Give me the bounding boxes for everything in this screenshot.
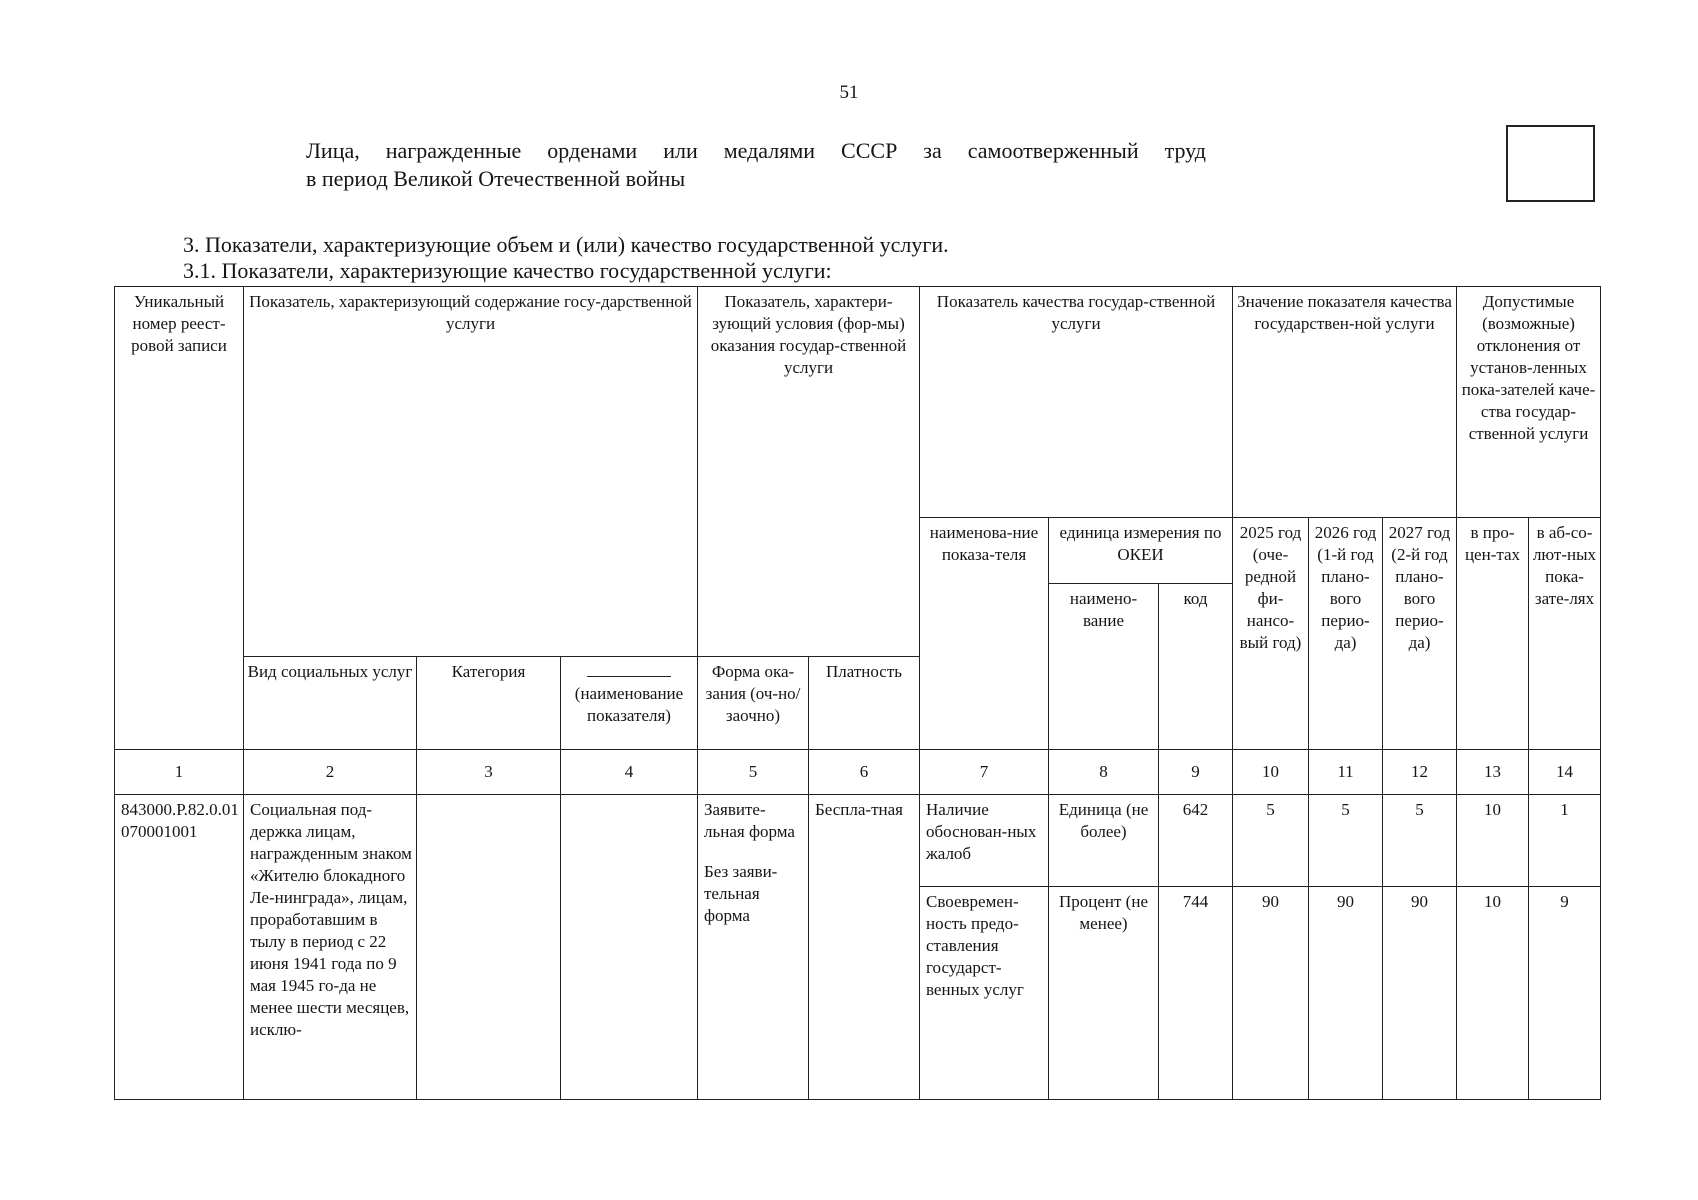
unit-cell: Единица (не более) [1049, 795, 1159, 887]
column-numbers-row [115, 750, 1601, 795]
column-number: 8 [1049, 750, 1159, 795]
indicator-cell: Своевремен-ность предо-ставления государст-венных услуг [920, 887, 1049, 1100]
header-year-2026: 2026 год (1-й год плано-вого перио-да) [1309, 518, 1383, 750]
column-number: 9 [1159, 750, 1233, 795]
column-number: 14 [1529, 750, 1601, 795]
header-okei-code: код [1159, 584, 1233, 750]
unit-cell: Процент (не менее) [1049, 887, 1159, 1100]
column-number: 2 [244, 750, 417, 795]
naming-cell [561, 795, 698, 1100]
header-indicator-name: наименова-ние показа-теля [920, 518, 1049, 750]
header-deviation-percent: в про-цен-тах [1457, 518, 1529, 750]
header-payment: Платность [809, 657, 920, 750]
category-line-2: в период Великой Отечественной войны [306, 166, 686, 191]
deviation-percent-cell: 10 [1457, 795, 1529, 887]
header-year-2025: 2025 год (оче-редной фи-нансо-вый год) [1233, 518, 1309, 750]
header-condition-indicator: Показатель, характери-зующий условия (фор-мы) оказания государ-ственной услуги [698, 287, 920, 657]
column-number: 7 [920, 750, 1049, 795]
column-number: 11 [1309, 750, 1383, 795]
page-number: 51 [839, 82, 859, 103]
category-text [306, 137, 1206, 193]
value-2026-cell: 90 [1309, 887, 1383, 1100]
header-quality-indicator: Показатель качества государ-ственной услуги [920, 287, 1233, 518]
payment-cell: Бесплa-тная [809, 795, 920, 1100]
header-social-services-type: Вид социальных услуг [244, 657, 417, 750]
column-number: 3 [417, 750, 561, 795]
deviation-absolute-cell: 9 [1529, 887, 1601, 1100]
quality-indicators-table [114, 286, 1601, 1100]
value-2025-cell: 5 [1233, 795, 1309, 887]
deviation-absolute-cell: 1 [1529, 795, 1601, 887]
section-3-1-heading: 3.1. Показатели, характеризующие качество государственной услуги: [183, 258, 832, 283]
category-cell [417, 795, 561, 1100]
service-type: Социальная под-держка лицам, награжденным знаком «Жителю блокадного Ле-нинграда», лицам, проработавшим в тылу в период с 22 июня 1941 года по 9 мая 1945 го-да не менее шести месяцев, исклю- [244, 795, 417, 1100]
code-cell: 642 [1159, 795, 1233, 887]
header-category: Категория [417, 657, 561, 750]
form-non-applicant: Без заяви-тельная форма [704, 862, 778, 925]
form-cell [698, 795, 809, 1100]
header-year-2027: 2027 год (2-й год плано-вого перио-да) [1383, 518, 1457, 750]
header-okei-name: наимено-вание [1049, 584, 1159, 750]
header-naming-indicator-text: (наименование показателя) [574, 684, 684, 725]
header-okei-unit: единица измерения по ОКЕИ [1049, 518, 1233, 584]
column-number: 12 [1383, 750, 1457, 795]
header-form: Форма ока-зания (оч-но/заочно) [698, 657, 809, 750]
category-line-1: Лица, награжденные орденами или медалями СССР за самоотверженный труд [306, 138, 1206, 163]
section-3-heading: 3. Показатели, характеризующие объем и (или) качество государственной услуги. [183, 232, 949, 257]
value-2026-cell: 5 [1309, 795, 1383, 887]
column-number: 5 [698, 750, 809, 795]
code-cell: 744 [1159, 887, 1233, 1100]
indicator-cell: Наличие обоснован-ных жалоб [920, 795, 1049, 887]
registry-number: 843000.Р.82.0.01070001001 [115, 795, 244, 1100]
header-row-1 [115, 287, 1601, 518]
column-number: 13 [1457, 750, 1529, 795]
header-deviation: Допустимые (возможные) отклонения от установ-ленных пока-зателей каче-ства государ-ственной услуги [1457, 287, 1601, 518]
header-naming-indicator [561, 657, 698, 750]
code-box [1506, 125, 1595, 202]
value-2027-cell: 90 [1383, 887, 1457, 1100]
column-number: 6 [809, 750, 920, 795]
header-unique-number: Уникальный номер реест-ровой записи [115, 287, 244, 750]
value-2025-cell: 90 [1233, 887, 1309, 1100]
table-row [115, 795, 1601, 887]
header-content-indicator: Показатель, характеризующий содержание госу-дарственной услуги [244, 287, 698, 657]
column-number: 1 [115, 750, 244, 795]
form-applicant: Заявите-льная форма [704, 800, 795, 841]
deviation-percent-cell: 10 [1457, 887, 1529, 1100]
header-deviation-absolute: в аб-со-лют-ных пока-зате-лях [1529, 518, 1601, 750]
column-number: 4 [561, 750, 698, 795]
blank-line [587, 662, 671, 677]
column-number: 10 [1233, 750, 1309, 795]
value-2027-cell: 5 [1383, 795, 1457, 887]
header-quality-value: Значение показателя качества государствен-ной услуги [1233, 287, 1457, 518]
